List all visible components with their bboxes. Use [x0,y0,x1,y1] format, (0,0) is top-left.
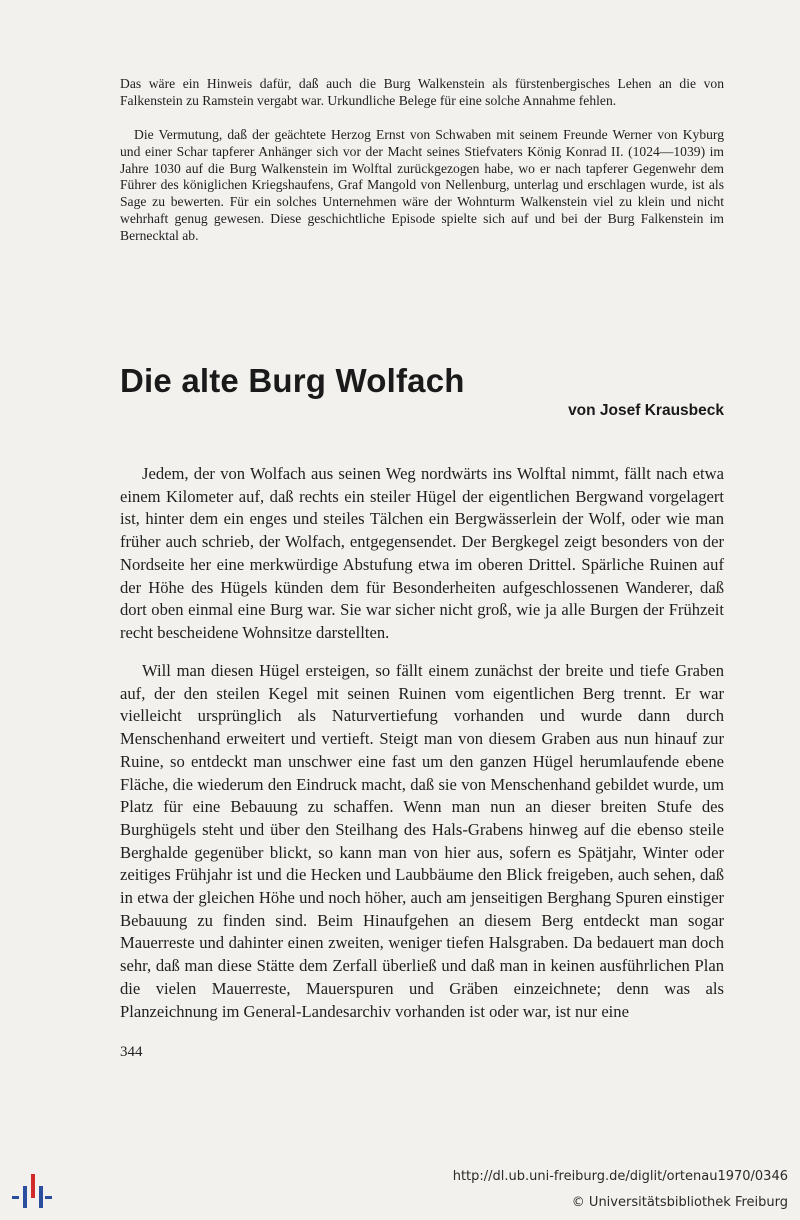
footer-copyright: © Universitätsbibliothek Freiburg [571,1195,788,1210]
article-author: von Josef Krausbeck [568,402,724,419]
intro-paragraph-1: Das wäre ein Hinweis dafür, daß auch die Burg Walkenstein als fürstenbergisches Lehen an die von Falkenstein zu Ramstein vergabt war. Urkundliche Belege für eine solche Annahme fehlen. [120,76,724,108]
page-number: 344 [120,1044,143,1060]
intro-paragraph-2: Die Vermutung, daß der geächtete Herzog Ernst von Schwaben mit seinem Freunde Werner von Kyburg und einer Schar tapferer Anhänger sich vor der Macht seines Stiefvaters König Konrad II. (1024—1039) im Jahre 1030 auf die Burg Walkenstein im Wolftal zurückgezogen habe, wo er nach tapferer Gegenwehr dem Führer des königlichen Kriegshaufens, Graf Mangold von Nellenburg, unterlag und erschlagen wurde, ist als Sage zu bewerten. Für ein solches Unternehmen wäre der Wohnturm Walkenstein viel zu klein und nicht wehrhaft genug gewesen. Diese geschichtliche Episode spielte sich auf und bei der Burg Falkenstein im Bernecktal ab. [120,127,724,243]
article-paragraph-2: Will man diesen Hügel ersteigen, so fällt einem zunächst der breite und tiefe Graben auf, der den steilen Kegel mit seinen Ruinen vom eigentlichen Berg trennt. Er war vielleicht ursprünglich als Naturvertiefung vorhanden und wurde dann durch Menschenhand erweitert und vertieft. Steigt man von diesem Graben aus nun hinauf zur Ruine, so entdeckt man unschwer eine fast um den ganzen Hügel herumlaufende ebene Fläche, die wiederum den Eindruck macht, daß sie von Menschenhand gebildet wurde, um Platz für eine Bebauung zu schaffen. Wenn man nun an dieser breiten Stufe des Burghügels steht und über den Steilhang des Hals-Grabens hinweg auf die ebenso steile Berghalde gegenüber blickt, so kann man von hier aus, sofern es Spätjahr, Winter oder zeitiges Frühjahr ist und die Hecken und Laubbäume den Blick freigeben, auch sehen, daß in etwa der gleichen Höhe und noch höher, auch am jenseitigen Berghang Spuren einstiger Bebauung zu finden sind. Beim Hinaufgehen an diesem Berg entdeckt man sogar Mauerreste und dahinter einen zweiten, weniger tiefen Halsgraben. Da bedauert man doch sehr, daß man diese Stätte dem Zerfall überließ und daß man in keinen ausführlichen Plan die vielen Mauerreste, Mauerspuren und Gräben einzeichnete; denn was als Planzeichnung im General-Landesarchiv vorhanden ist oder war, ist nur eine [120,661,724,1021]
article-title: Die alte Burg Wolfach [120,362,465,399]
library-logo-icon [12,1172,52,1212]
article-paragraph-1: Jedem, der von Wolfach aus seinen Weg nordwärts ins Wolftal nimmt, fällt nach etwa einem Kilometer auf, daß rechts ein steiler Hügel der eigentlichen Bergwand vorgelagert ist, hinter dem ein enges und steiles Tälchen ein Bergwässerlein der Wolf, oder wie man früher auch schrieb, der Wolfach, entgegensendet. Der Bergkegel zeigt besonders von der Nordseite her eine merkwürdige Abstufung etwa im oberen Drittel. Spärliche Ruinen auf der Höhe des Hügels künden dem für Besonderheiten aufgeschlossenen Wanderer, daß dort oben einmal eine Burg war. Sie war sicher nicht groß, wie ja alle Burgen der Frühzeit recht bescheidene Wohnsitze darstellten. [120,464,724,642]
footer-url-link[interactable]: http://dl.ub.uni-freiburg.de/diglit/ortenau1970/0346 [452,1169,788,1184]
